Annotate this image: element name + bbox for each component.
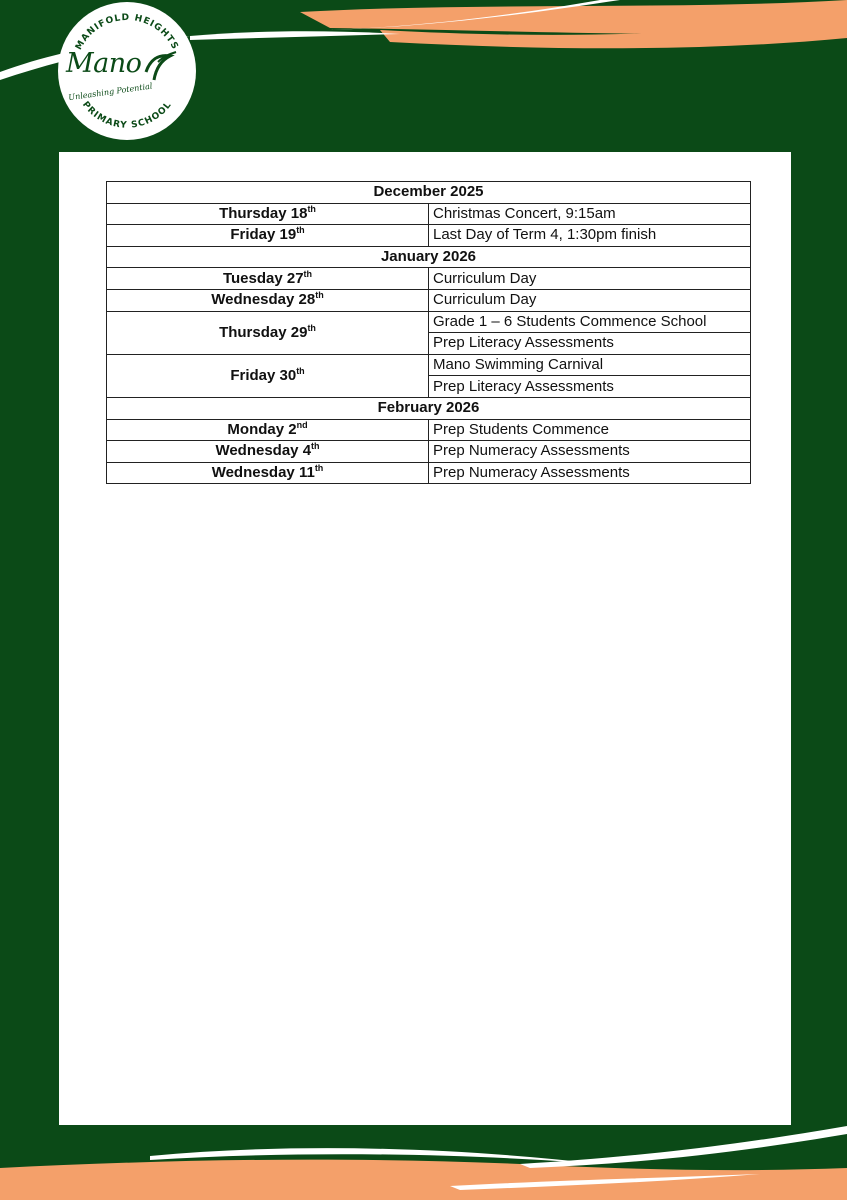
day-cell <box>107 419 429 441</box>
logo-arc-top-text: MANIFOLD HEIGHTS <box>74 12 180 52</box>
logo-tagline: Unleashing Potential <box>67 81 153 103</box>
day-suffix: th <box>314 463 324 474</box>
table-row <box>107 354 751 376</box>
table-row <box>107 203 751 225</box>
day-label: Wednesday 4 <box>215 442 312 460</box>
day-cell <box>107 289 429 311</box>
table-row <box>107 268 751 290</box>
logo-arc-bottom-text: PRIMARY SCHOOL <box>79 99 175 131</box>
day-cell <box>107 441 429 463</box>
day-label: Tuesday 27 <box>222 269 304 287</box>
table-row <box>107 441 751 463</box>
event-cell: Prep Numeracy Assessments <box>429 441 751 463</box>
day-label: Friday 30 <box>230 366 297 384</box>
event-cell: Prep Literacy Assessments <box>429 376 751 398</box>
table-row <box>107 311 751 333</box>
month-row-december <box>107 182 751 204</box>
month-row-february <box>107 397 751 419</box>
svg-text:PRIMARY SCHOOL <box>80 100 174 131</box>
month-heading: December 2025 <box>107 182 751 204</box>
day-label: Friday 19 <box>230 226 297 244</box>
event-cell: Prep Numeracy Assessments <box>429 462 751 484</box>
day-suffix: th <box>311 441 320 452</box>
svg-text:MANIFOLD HEIGHTS <box>74 13 180 52</box>
table-row <box>107 289 751 311</box>
day-cell <box>107 462 429 484</box>
month-heading: February 2026 <box>107 397 751 419</box>
event-cell: Curriculum Day <box>429 268 751 290</box>
day-label: Wednesday 28 <box>211 291 316 309</box>
day-cell <box>107 354 429 397</box>
school-logo <box>58 2 196 140</box>
event-cell: Last Day of Term 4, 1:30pm finish <box>429 225 751 247</box>
event-cell: Prep Literacy Assessments <box>429 333 751 355</box>
logo-wordmark: Mano <box>66 48 142 79</box>
day-suffix: th <box>303 268 313 279</box>
event-cell: Grade 1 – 6 Students Commence School <box>429 311 751 333</box>
day-label: Thursday 29 <box>219 323 308 341</box>
month-heading: January 2026 <box>107 246 751 268</box>
event-cell: Mano Swimming Carnival <box>429 354 751 376</box>
day-suffix: th <box>307 322 316 333</box>
events-table <box>106 181 751 484</box>
day-cell <box>107 225 429 247</box>
event-cell: Curriculum Day <box>429 289 751 311</box>
table-row <box>107 225 751 247</box>
day-suffix: th <box>315 290 324 301</box>
day-suffix: nd <box>296 419 308 430</box>
month-row-january <box>107 246 751 268</box>
day-suffix: th <box>296 225 305 236</box>
day-label: Thursday 18 <box>219 204 308 222</box>
day-cell <box>107 203 429 225</box>
table-row <box>107 419 751 441</box>
event-cell: Christmas Concert, 9:15am <box>429 203 751 225</box>
table-row <box>107 462 751 484</box>
day-label: Wednesday 11 <box>211 464 315 482</box>
day-cell <box>107 311 429 354</box>
content-panel <box>59 152 791 1125</box>
day-suffix: th <box>307 203 316 214</box>
day-cell <box>107 268 429 290</box>
day-suffix: th <box>296 365 305 376</box>
day-label: Monday 2 <box>227 420 297 438</box>
logo-swoop-icon <box>146 56 170 80</box>
event-cell: Prep Students Commence <box>429 419 751 441</box>
footer-swoosh <box>0 1120 847 1200</box>
